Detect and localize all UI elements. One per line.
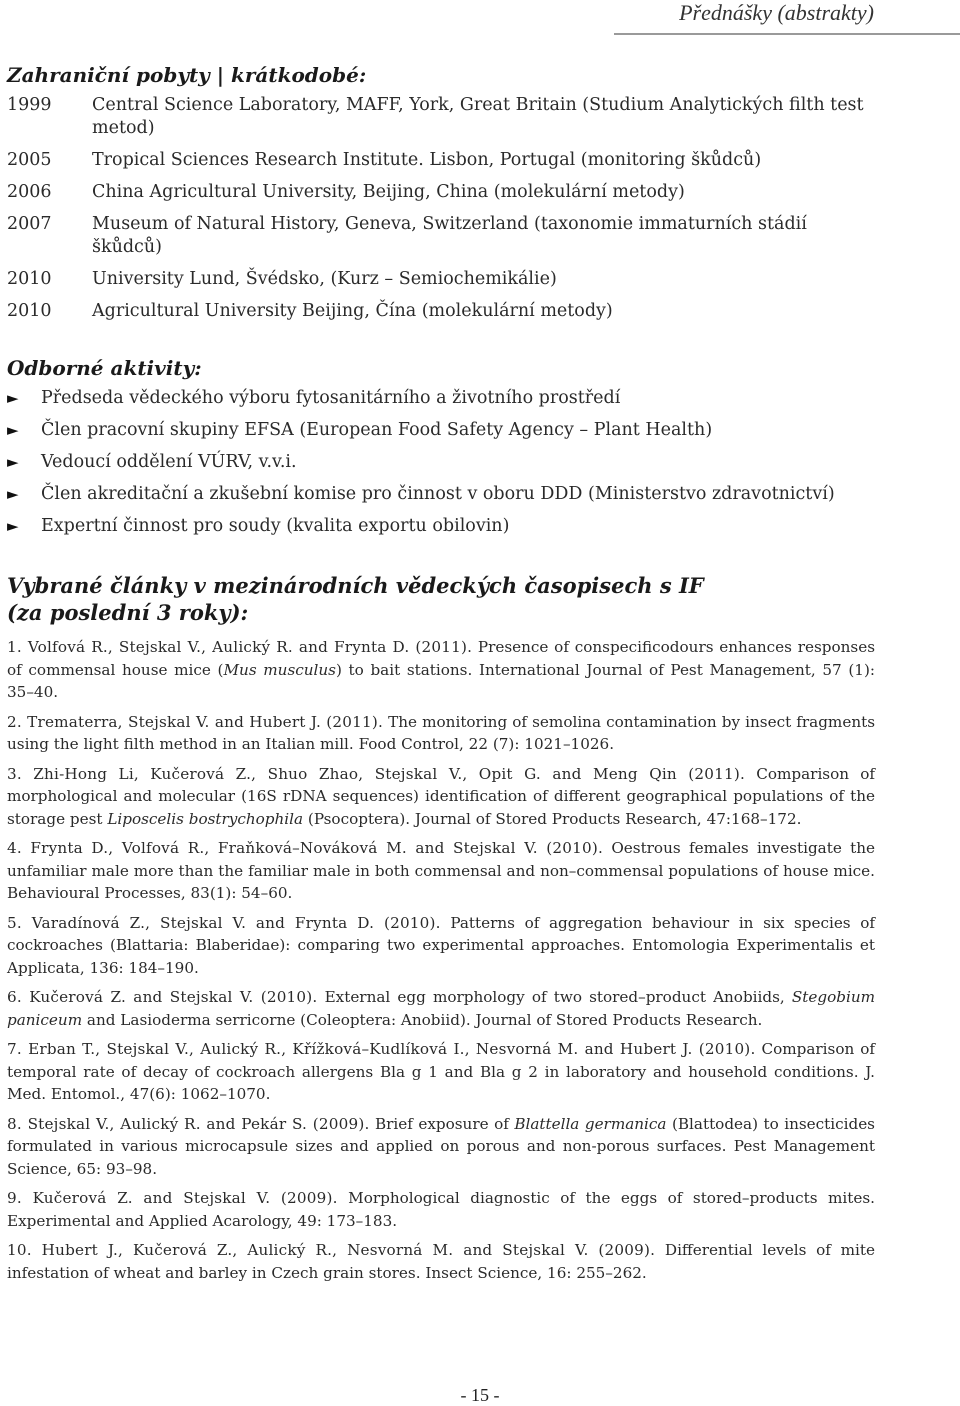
article-entry xyxy=(7,912,875,980)
stay-row xyxy=(7,94,875,140)
activity-text: Expertní činnost pro soudy (kvalita exportu obilovin) xyxy=(41,516,510,536)
article-text: Differential levels of mite infestation of wheat and barley in Czech grain stores. Insect Science, 16: 255–262. xyxy=(7,1241,875,1282)
article-entry xyxy=(7,763,875,831)
triangle-bullet-icon: ► xyxy=(7,517,19,535)
activity-item xyxy=(7,419,875,442)
stay-text: Central Science Laboratory, MAFF, York, Great Britain (Studium Analytických filth test metod) xyxy=(92,95,864,138)
article-authors: 6. Kučerová Z. and Stejskal V. (2010). xyxy=(7,988,318,1006)
article-species: Stegobium paniceum xyxy=(7,988,875,1029)
article-text: External egg morphology of two stored–product Anobiids, xyxy=(317,988,792,1006)
article-authors: 10. Hubert J., Kučerová Z., Aulický R., Nesvorná M. and Stejskal V. (2009). xyxy=(7,1241,656,1259)
page-header xyxy=(614,0,960,35)
article-species: Mus musculus xyxy=(223,660,336,679)
article-entry xyxy=(7,986,875,1031)
activity-text: Člen pracovní skupiny EFSA (European Food Safety Agency – Plant Health) xyxy=(41,420,713,440)
page-number: - 15 - xyxy=(460,1385,500,1405)
article-species: Liposcelis bostrychophila xyxy=(107,809,304,828)
article-text: (Psocoptera). Journal of Stored Products Research, 47:168–172. xyxy=(303,809,802,828)
article-entry xyxy=(7,1113,875,1181)
article-list xyxy=(7,636,875,1284)
triangle-bullet-icon: ► xyxy=(7,421,19,439)
article-authors: 3. Zhi-Hong Li, Kučerová Z., Shuo Zhao, Stejskal V., Opit G. and Meng Qin (2011). xyxy=(7,764,746,783)
stay-year: 1999 xyxy=(7,95,52,115)
stay-row xyxy=(7,300,875,323)
article-text: Comparison of temporal rate of decay of cockroach allergens Bla g 1 and Bla g 2 in laboratory and household conditions. J. Med. Entomol., 47(6): 1062–1070. xyxy=(7,1040,875,1103)
activity-item xyxy=(7,515,875,538)
article-entry xyxy=(7,837,875,905)
articles-heading-line: Vybrané články v mezinárodních vědeckých časopisech s IF xyxy=(7,573,704,598)
page-content xyxy=(7,62,875,1291)
stay-year: 2006 xyxy=(7,182,52,202)
article-text: and Lasioderma serricorne (Coleoptera: Anobiid). Journal of Stored Products Research. xyxy=(82,1010,763,1029)
article-authors: 5. Varadínová Z., Stejskal V. and Frynta D. (2010). xyxy=(7,913,441,932)
activity-item xyxy=(7,451,875,474)
activity-text: Předseda vědeckého výboru fytosanitárního a životního prostředí xyxy=(41,388,621,408)
activity-text: Vedoucí oddělení VÚRV, v.v.i. xyxy=(41,452,297,472)
activity-item xyxy=(7,387,875,410)
article-text: Morphological diagnostic of the eggs of stored–products mites. Experimental and Applied Acarology, 49: 173–183. xyxy=(7,1189,876,1230)
section-heading-activities: Odborné aktivity: xyxy=(7,356,202,380)
section-foreign-stays xyxy=(7,62,875,323)
stay-text: Agricultural University Beijing, Čína (molekulární metody) xyxy=(92,301,613,321)
article-authors: 4. Frynta D., Volfová R., Fraňková–Nováková M. and Stejskal V. (2010). xyxy=(7,839,604,857)
triangle-bullet-icon: ► xyxy=(7,485,19,503)
stay-row xyxy=(7,213,875,259)
article-entry xyxy=(7,711,875,756)
article-entry xyxy=(7,1187,875,1232)
stay-row xyxy=(7,268,875,291)
article-text: The monitoring of semolina contamination by insect fragments using the light filth method in an Italian mill. Food Control, 22 (7): 1021–1026. xyxy=(7,712,876,753)
article-text: Presence of conspecificodours enhances responses of commensal house mice ( xyxy=(7,638,875,679)
stay-text: China Agricultural University, Beijing, China (molekulární metody) xyxy=(92,182,685,202)
article-text: Oestrous females investigate the unfamiliar male more than the familiar male in both commensal and non–commensal populations of house mice. Behavioural Processes, 83(1): 54–60. xyxy=(7,839,875,902)
article-entry xyxy=(7,1239,875,1284)
triangle-bullet-icon: ► xyxy=(7,453,19,471)
stay-text: Tropical Sciences Research Institute. Lisbon, Portugal (monitoring škůdců) xyxy=(92,150,762,170)
article-entry xyxy=(7,1038,875,1106)
articles-heading-line: (za poslední 3 roky): xyxy=(7,600,249,625)
article-authors: 7. Erban T., Stejskal V., Aulický R., Křížková–Kudlíková I., Nesvorná M. and Hubert J. (2010). xyxy=(7,1040,756,1058)
header-title: Přednášky (abstrakty) xyxy=(679,0,874,25)
activity-item xyxy=(7,483,875,506)
section-heading-articles xyxy=(7,572,875,626)
article-authors: 1. Volfová R., Stejskal V., Aulický R. and Frynta D. (2011). xyxy=(7,638,473,656)
article-entry xyxy=(7,636,875,704)
stay-row xyxy=(7,149,875,172)
activity-text: Člen akreditační a zkušební komise pro činnost v oboru DDD (Ministerstvo zdravotnictví) xyxy=(41,484,835,504)
article-text: ) to bait stations. International Journal of Pest Management, 57 (1): 35–40. xyxy=(7,660,876,701)
article-authors: 9. Kučerová Z. and Stejskal V. (2009). xyxy=(7,1189,338,1207)
article-species: Blattella germanica xyxy=(514,1114,667,1133)
stay-row xyxy=(7,181,875,204)
article-text: Comparison of morphological and molecular (16S rDNA sequences) identification of different geographical populations of the storage pest xyxy=(7,764,875,828)
stay-year: 2010 xyxy=(7,301,52,321)
stay-year: 2010 xyxy=(7,269,52,289)
article-text: Patterns of aggregation behaviour in six species of cockroaches (Blattaria: Blaberidae): comparing two experimental approaches. Entomologia Experimentalis et Applicata, 136: 184–190. xyxy=(7,913,875,977)
section-articles xyxy=(7,572,875,1284)
article-text: Brief exposure of xyxy=(369,1114,515,1133)
stay-year: 2005 xyxy=(7,150,52,170)
stay-text: Museum of Natural History, Geneva, Switzerland (taxonomie immaturních stádií škůdců) xyxy=(92,214,807,257)
stay-text: University Lund, Švédsko, (Kurz – Semiochemikálie) xyxy=(92,269,557,289)
section-activities xyxy=(7,355,875,538)
article-authors: 2. Trematerra, Stejskal V. and Hubert J. (2011). xyxy=(7,712,384,731)
article-authors: 8. Stejskal V., Aulický R. and Pekár S. (2009). xyxy=(7,1114,370,1133)
section-heading-stays: Zahraniční pobyty | krátkodobé: xyxy=(7,63,367,87)
triangle-bullet-icon: ► xyxy=(7,389,19,407)
article-text: (Blattodea) to insecticides formulated in various microcapsule sizes and applied on porous and non-porous surfaces. Pest Management Science, 65: 93–98. xyxy=(7,1114,875,1178)
stay-year: 2007 xyxy=(7,214,52,234)
